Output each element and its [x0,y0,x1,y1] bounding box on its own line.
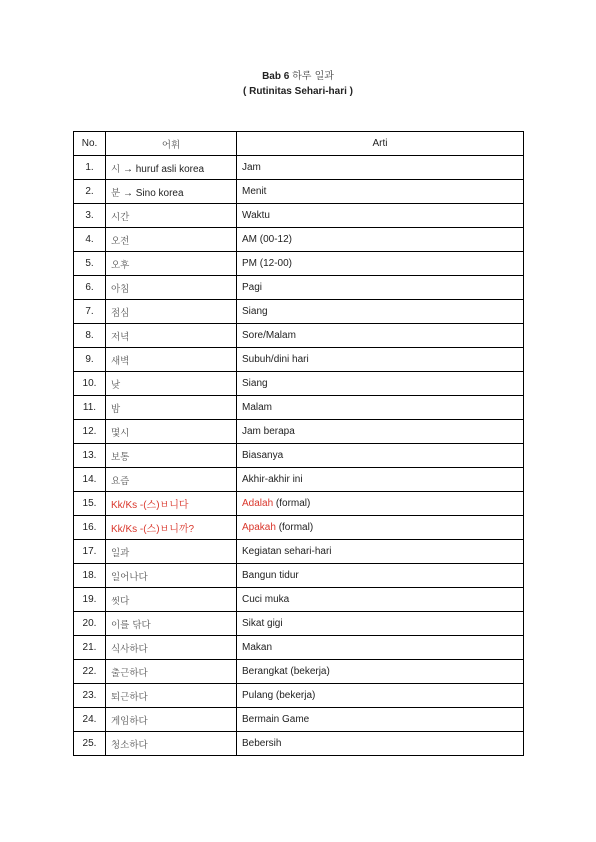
vocab-meaning-text: (formal) [275,522,314,533]
vocab-meaning [237,636,524,660]
vocab-meaning [237,588,524,612]
vocab-meaning [237,396,524,420]
vocab-meaning [237,468,524,492]
vocab-word-text: 새벽 [111,355,130,367]
vocab-meaning [237,228,524,252]
vocab-word-text: 이를 닦다 [111,619,151,631]
vocab-word-text: 청소하다 [111,739,148,751]
header-no: No. [74,132,106,156]
vocab-meaning [237,420,524,444]
vocab-word [106,348,237,372]
vocab-meaning-text: (formal) [273,498,311,509]
vocab-meaning-text: Subuh/dini hari [242,354,309,365]
chapter-label: Bab 6 [262,71,290,82]
vocab-meaning-text: Sore/Malam [242,330,296,341]
row-number: 12. [74,420,106,444]
vocab-word [106,156,237,180]
table-row [74,348,524,372]
vocab-meaning-text: Malam [242,402,273,413]
table-row [74,420,524,444]
vocab-word-text: 요즘 [111,475,130,487]
vocab-word [106,636,237,660]
vocab-word [106,396,237,420]
vocab-word-text: 오후 [111,259,130,271]
vocab-meaning [237,156,524,180]
vocab-word [106,516,237,540]
vocab-word [106,444,237,468]
vocab-word [106,732,237,756]
vocab-meaning [237,708,524,732]
vocab-meaning [237,276,524,300]
vocab-meaning [237,204,524,228]
vocab-word [106,228,237,252]
vocab-meaning-text: Jam [242,162,261,173]
vocab-word-text: 보통 [111,451,130,463]
vocab-word [106,324,237,348]
row-number: 16. [74,516,106,540]
table-row [74,660,524,684]
table-row [74,516,524,540]
vocab-word [106,372,237,396]
vocab-meaning-text: Biasanya [242,450,284,461]
table-row [74,324,524,348]
vocab-meaning [237,324,524,348]
row-number: 20. [74,612,106,636]
table-row [74,636,524,660]
table-row [74,684,524,708]
vocab-meaning-text: Bangun tidur [242,570,299,581]
vocab-meaning-text: Akhir-akhir ini [242,474,303,485]
vocab-word [106,612,237,636]
chapter-korean: 하루 일과 [292,71,334,82]
vocab-word-text: 씻다 [111,595,130,607]
vocab-meaning [237,180,524,204]
vocab-meaning-text: Berangkat (bekerja) [242,666,330,677]
vocab-word-text: 낮 [111,379,121,391]
table-row [74,228,524,252]
table-header-row [74,132,524,156]
table-row [74,468,524,492]
row-number: 9. [74,348,106,372]
row-number: 5. [74,252,106,276]
vocab-word [106,276,237,300]
row-number: 21. [74,636,106,660]
vocab-word [106,180,237,204]
vocab-meaning [237,660,524,684]
table-row [74,732,524,756]
row-number: 2. [74,180,106,204]
table-row [74,540,524,564]
row-number: 25. [74,732,106,756]
row-number: 10. [74,372,106,396]
vocab-word [106,684,237,708]
vocab-word-text: 아침 [111,283,130,295]
vocab-meaning-text: Bermain Game [242,714,310,725]
vocab-word-text: 오전 [111,235,130,247]
vocab-word [106,204,237,228]
vocab-word-text: 몇시 [111,427,130,439]
table-body [74,156,524,756]
title-block [0,70,596,99]
vocab-word-text: 식사하다 [111,643,148,655]
vocab-meaning-text: Bebersih [242,738,282,749]
table-row [74,156,524,180]
vocab-meaning-text: Pulang (bekerja) [242,690,316,701]
chapter-subtitle: ( Rutinitas Sehari-hari ) [242,86,353,97]
vocab-word [106,564,237,588]
vocab-word-text: 일어나다 [111,571,148,583]
vocab-meaning [237,444,524,468]
vocab-word-text: 시 [111,163,121,175]
vocab-meaning-text: Jam berapa [242,426,295,437]
vocab-word-text: 일과 [111,547,130,559]
table-row [74,252,524,276]
vocab-word-text: 퇴근하다 [111,691,148,703]
vocab-word-text: 시간 [111,211,130,223]
vocabulary-table [73,131,524,756]
row-number: 15. [74,492,106,516]
vocab-word-text: → Sino korea [120,187,184,199]
row-number: 7. [74,300,106,324]
vocab-word-text: → huruf asli korea [120,163,205,175]
row-number: 23. [74,684,106,708]
vocab-word [106,300,237,324]
table-row [74,276,524,300]
row-number: 18. [74,564,106,588]
vocab-meaning-text: AM (00-12) [242,234,293,245]
table-row [74,180,524,204]
header-meaning: Arti [237,132,524,156]
table-row [74,204,524,228]
vocab-meaning-text: Cuci muka [242,594,290,605]
row-number: 6. [74,276,106,300]
vocab-word [106,540,237,564]
table-row [74,588,524,612]
vocab-meaning-text: Apakah [242,522,276,533]
table-row [74,564,524,588]
vocab-meaning-text: Siang [242,378,268,389]
vocab-meaning-text: Siang [242,306,268,317]
vocab-meaning-text: Waktu [242,210,270,221]
vocab-meaning-text: Kegiatan sehari-hari [242,546,332,557]
vocab-meaning-text: Menit [242,186,267,197]
table-row [74,612,524,636]
vocab-meaning-text: Adalah [242,498,274,509]
vocab-meaning-text: PM (12-00) [242,258,293,269]
vocab-word-text: 게임하다 [111,715,148,727]
header-word: 어휘 [106,132,237,156]
vocab-word [106,660,237,684]
vocab-meaning-text: Pagi [242,282,263,293]
vocab-word-text: Kk/Ks -(스)ㅂ니까? [111,524,195,535]
vocab-word [106,420,237,444]
vocab-meaning [237,492,524,516]
chapter-title [0,70,596,84]
vocab-word-text: 밤 [111,403,121,415]
table-row [74,492,524,516]
vocab-meaning [237,252,524,276]
vocab-meaning [237,348,524,372]
table-row [74,300,524,324]
row-number: 24. [74,708,106,732]
vocab-meaning [237,540,524,564]
row-number: 8. [74,324,106,348]
vocab-meaning [237,612,524,636]
row-number: 14. [74,468,106,492]
vocab-word-text: 저녁 [111,331,130,343]
row-number: 4. [74,228,106,252]
vocab-meaning [237,564,524,588]
table-row [74,396,524,420]
vocab-meaning [237,372,524,396]
vocab-word-text: 점심 [111,307,130,319]
vocab-word [106,492,237,516]
vocab-word [106,588,237,612]
row-number: 19. [74,588,106,612]
vocab-meaning [237,300,524,324]
vocab-word [106,252,237,276]
vocab-word [106,468,237,492]
row-number: 3. [74,204,106,228]
row-number: 11. [74,396,106,420]
vocab-word [106,708,237,732]
row-number: 17. [74,540,106,564]
row-number: 1. [74,156,106,180]
table-row [74,444,524,468]
vocab-meaning [237,516,524,540]
vocab-word-text: 분 [111,187,121,199]
vocab-meaning [237,732,524,756]
row-number: 13. [74,444,106,468]
table-row [74,372,524,396]
vocab-word-text: Kk/Ks -(스)ㅂ니다 [111,500,189,511]
vocab-meaning [237,684,524,708]
vocab-meaning-text: Sikat gigi [242,618,283,629]
vocab-meaning-text: Makan [242,642,273,653]
row-number: 22. [74,660,106,684]
table-row [74,708,524,732]
vocab-word-text: 출근하다 [111,667,148,679]
